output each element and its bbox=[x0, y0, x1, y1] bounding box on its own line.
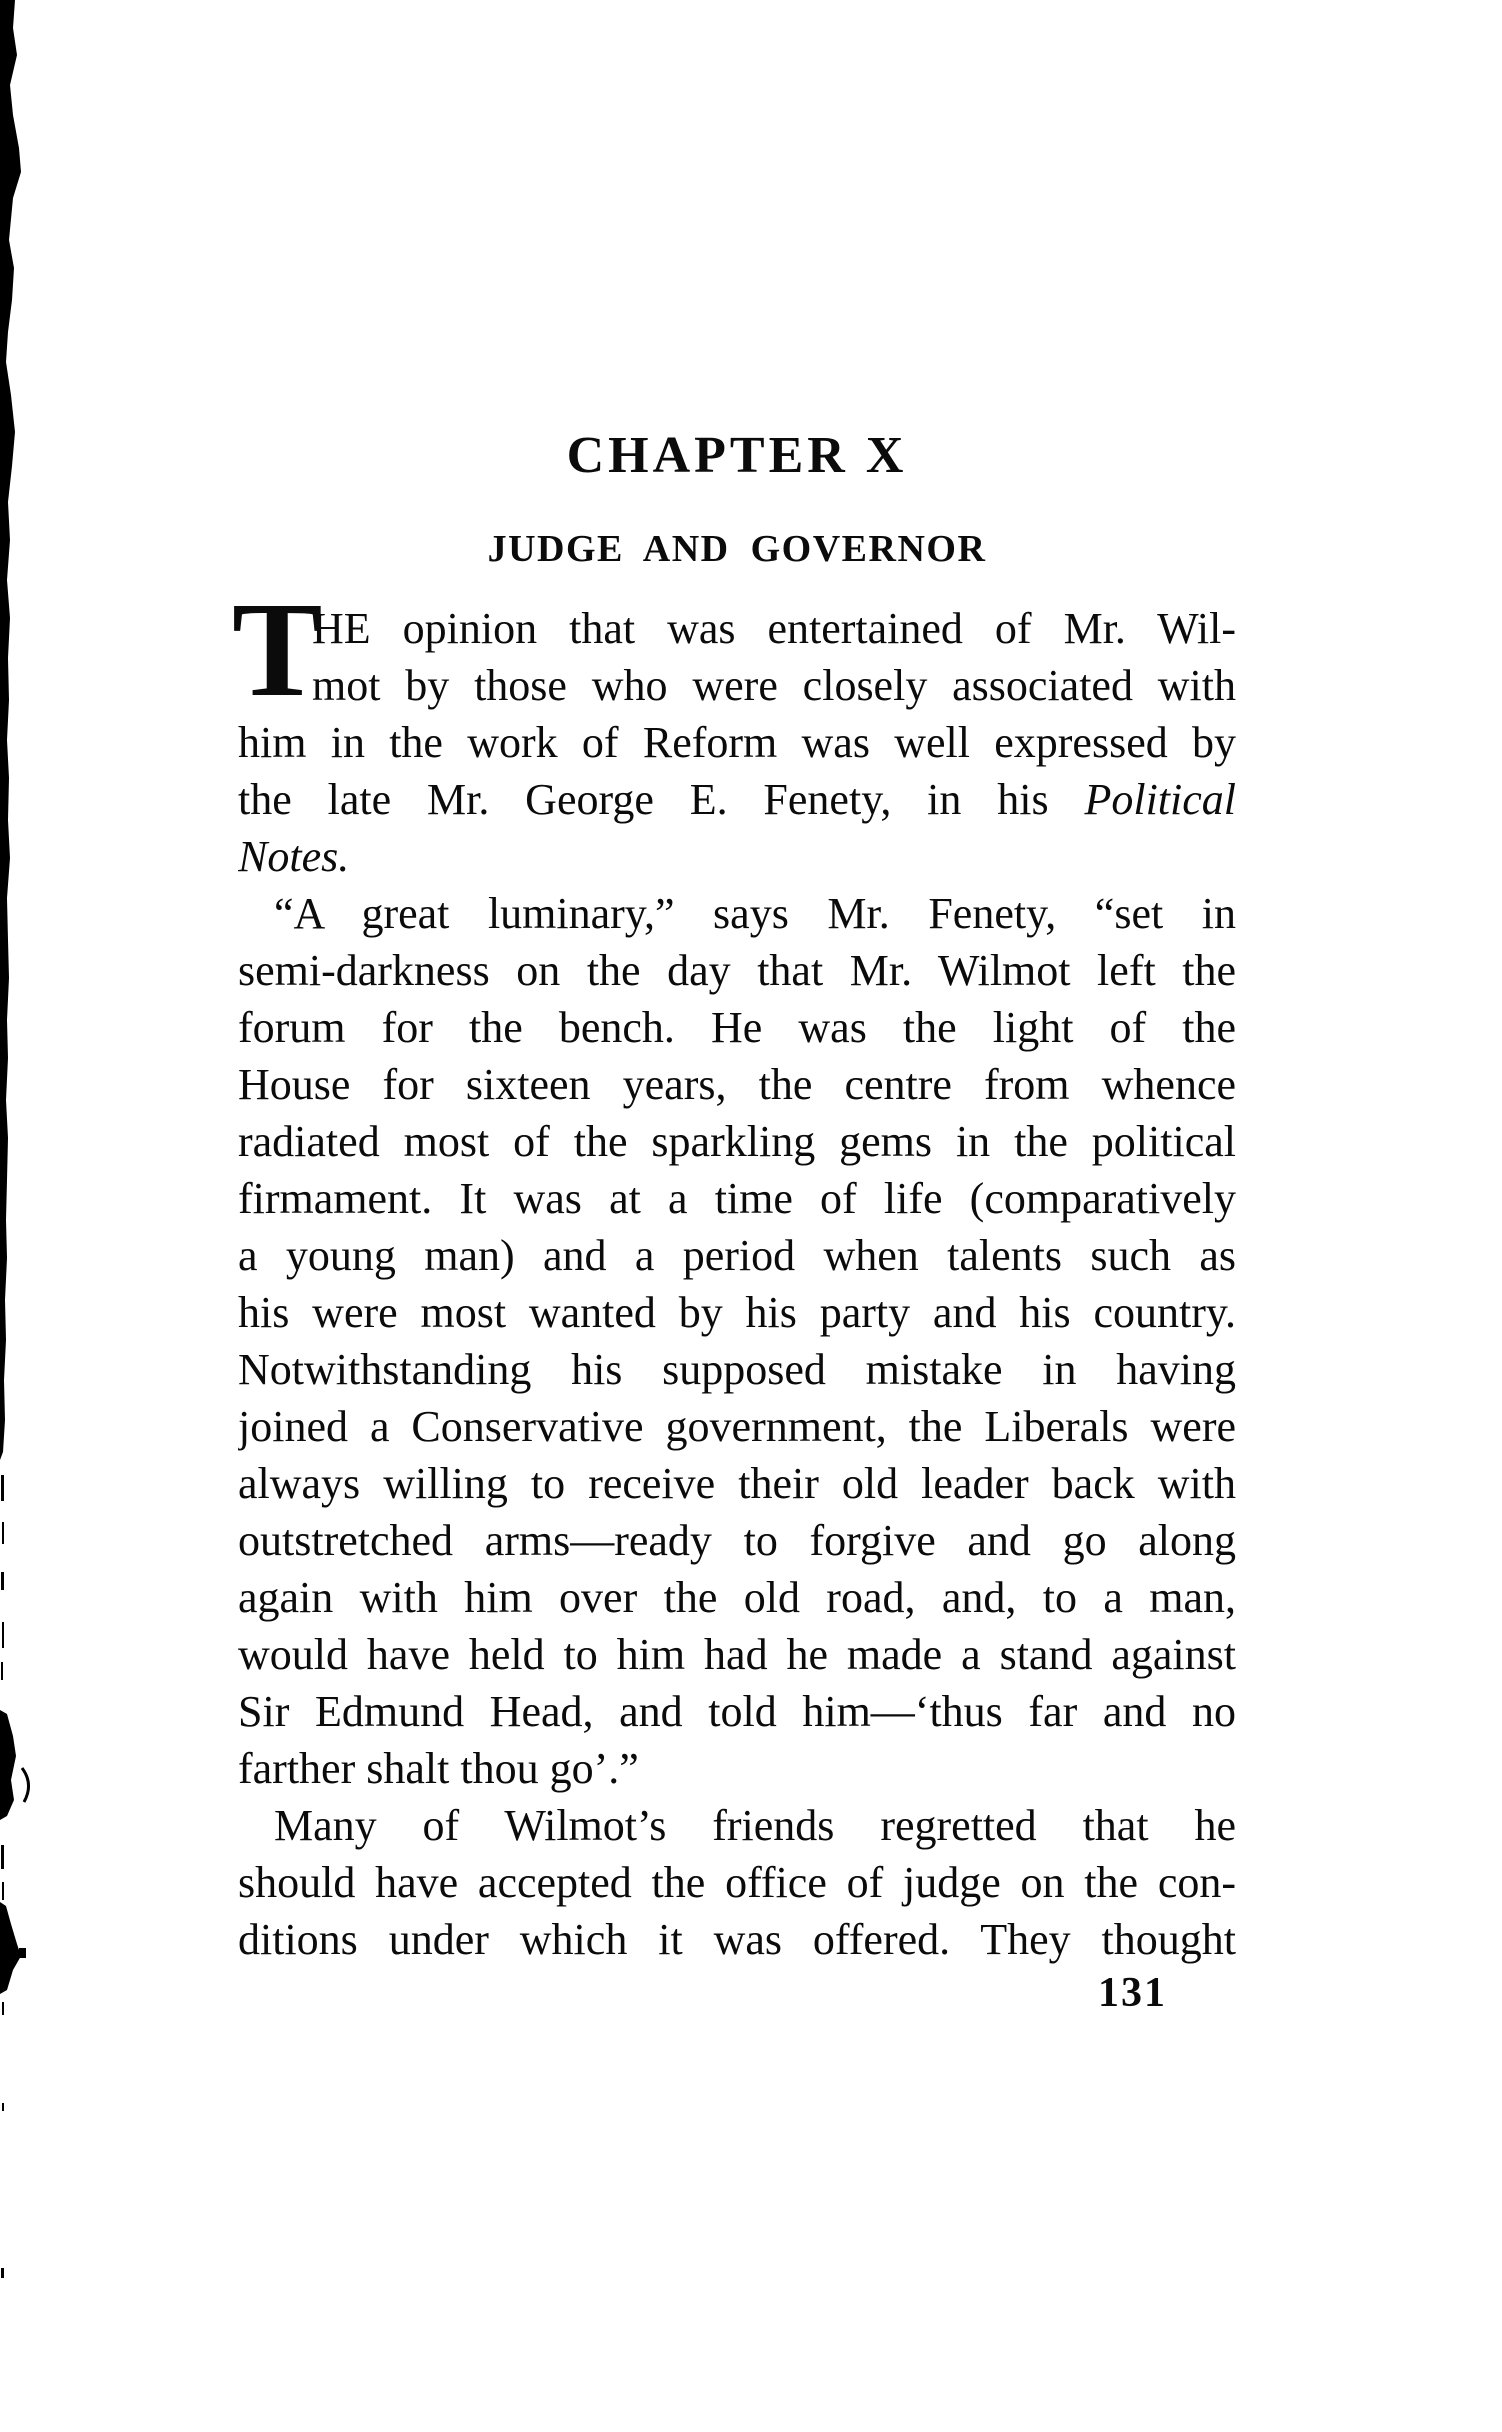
text-line: mot by those who were closely associated with bbox=[312, 661, 1236, 710]
text-line: Sir Edmund Head, and told him—‘thus far and no bbox=[238, 1687, 1236, 1736]
text-line: House for sixteen years, the centre from whence bbox=[238, 1060, 1236, 1109]
paragraph bbox=[232, 575, 1236, 885]
drop-cap: T bbox=[232, 575, 323, 725]
text-line: the late Mr. George E. Fenety, in his Political bbox=[238, 775, 1236, 824]
chapter-heading: CHAPTER X bbox=[566, 427, 908, 484]
text-line: radiated most of the sparkling gems in the political bbox=[238, 1117, 1236, 1166]
paragraph bbox=[238, 1797, 1236, 1968]
text-line: his were most wanted by his party and his country. bbox=[238, 1288, 1236, 1337]
text-line: forum for the bench. He was the light of the bbox=[238, 1003, 1236, 1052]
text-line: should have accepted the office of judge on the con- bbox=[238, 1858, 1236, 1907]
text-line: Many of Wilmot’s friends regretted that he bbox=[274, 1801, 1236, 1850]
text-line: Notes. bbox=[238, 832, 350, 881]
text-line: would have held to him had he made a stand against bbox=[238, 1630, 1236, 1679]
section-heading: JUDGE AND GOVERNOR bbox=[487, 528, 987, 570]
text-line: Notwithstanding his supposed mistake in having bbox=[238, 1345, 1236, 1394]
text-line: farther shalt thou go’.” bbox=[238, 1744, 639, 1793]
text-line: “A great luminary,” says Mr. Fenety, “set in bbox=[274, 889, 1236, 938]
text-line: him in the work of Reform was well expressed by bbox=[238, 718, 1236, 767]
scan-edge-artifact bbox=[0, 0, 40, 2432]
text-line: firmament. It was at a time of life (comparatively bbox=[238, 1174, 1236, 1223]
text-line: again with him over the old road, and, to a man, bbox=[238, 1573, 1236, 1622]
text-line: outstretched arms—ready to forgive and go along bbox=[238, 1516, 1236, 1565]
text-line: ditions under which it was offered. They thought bbox=[238, 1915, 1236, 1964]
text-line: joined a Conservative government, the Liberals were bbox=[238, 1402, 1236, 1451]
page-number: 131 bbox=[1098, 1970, 1167, 2016]
text-line: semi-darkness on the day that Mr. Wilmot left the bbox=[238, 946, 1236, 995]
text-line: always willing to receive their old leader back with bbox=[238, 1459, 1236, 1508]
body-text bbox=[232, 575, 1236, 1968]
text-line: a young man) and a period when talents such as bbox=[238, 1231, 1236, 1280]
paragraph bbox=[238, 885, 1236, 1797]
text-line: HE opinion that was entertained of Mr. Wil- bbox=[312, 604, 1236, 653]
